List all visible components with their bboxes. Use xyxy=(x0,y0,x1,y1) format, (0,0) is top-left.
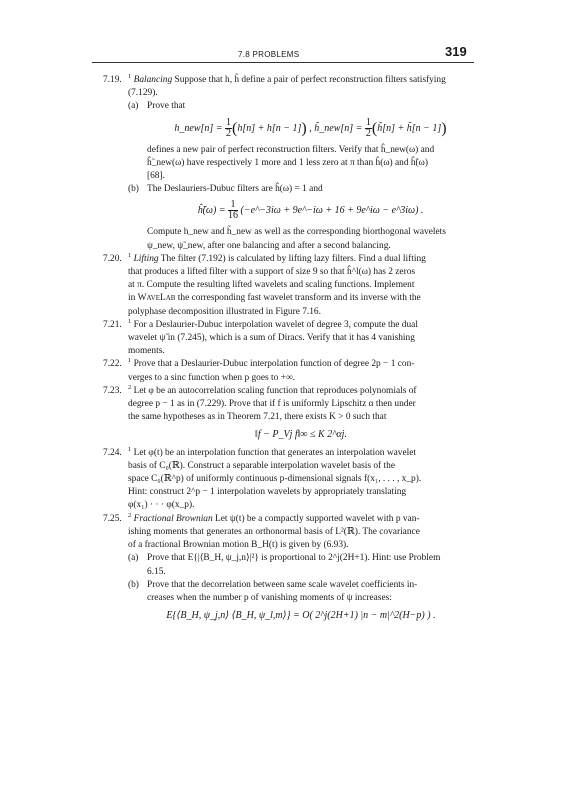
problem-7-22 xyxy=(103,358,474,384)
text-line: wavelet ψ̃ in (7.245), which is a sum of Diracs. Verify that it has 4 vanishing xyxy=(128,333,415,344)
eq-lhs: h_new[n] = xyxy=(174,122,226,134)
difficulty-level: 1 xyxy=(128,251,132,259)
text-line: moments. xyxy=(128,346,165,357)
part-b xyxy=(128,183,474,253)
problems-list xyxy=(103,74,474,627)
part-text: Prove that xyxy=(147,101,186,112)
problem-number: 7.25. xyxy=(103,513,122,524)
problem-7-20 xyxy=(103,253,474,319)
eq-fraction xyxy=(228,200,238,221)
text-line: Prove that the decorrelation between same scale wavelet coefficients in- xyxy=(147,579,418,590)
text-line: the same hypotheses as in Theorem 7.21, there exists K > 0 such that xyxy=(128,412,387,423)
page-number: 319 xyxy=(445,44,467,59)
part-label: (a) xyxy=(128,101,139,112)
difficulty-level: 1 xyxy=(128,357,132,365)
frac-den: 16 xyxy=(228,210,239,222)
frac-den: 2 xyxy=(365,127,371,139)
problem-7-24 xyxy=(103,447,474,513)
problem-title: Lifting xyxy=(133,253,159,264)
text-line: at π. Compute the resulting lifted wavelets and scaling functions. Implement xyxy=(128,280,415,291)
problem-7-19 xyxy=(103,74,474,253)
text-fragment: in xyxy=(128,293,138,304)
difficulty-level: 2 xyxy=(128,511,132,519)
difficulty-level: 1 xyxy=(128,72,132,80)
problem-title: Balancing xyxy=(133,75,173,85)
problem-text: Suppose that h, h̃ define a pair of perfect reconstruction filters satisfying (7.129). xyxy=(128,75,446,99)
text-line: polyphase decomposition illustrated in Figure 7.16. xyxy=(128,306,321,317)
problem-number: 7.21. xyxy=(103,319,122,330)
text-line: For a Deslaurier-Dubuc interpolation wavelet of degree 3, compute the dual xyxy=(133,319,418,330)
text-line: φ(x₁) · · · φ(x_p). xyxy=(128,500,195,511)
text-line: creases when the number p of vanishing moments of ψ increases: xyxy=(147,592,392,603)
text-line: Prove that E{|⟨B_H, ψ_j,n⟩|²} is proportional to 2^j(2H+1). Hint: use Problem xyxy=(147,553,441,564)
problem-title: Fractional Brownian xyxy=(133,513,213,524)
text-line: defines a new pair of perfect reconstruction filters. Verify that ĥ_new(ω) and xyxy=(147,144,435,155)
part-label: (b) xyxy=(128,184,139,195)
text-line: 6.15. xyxy=(147,566,166,577)
text-line: of a fractional Brownian motion B_H(t) is given by (6.93). xyxy=(128,540,349,551)
running-header: 7.8 PROBLEMS xyxy=(238,50,300,59)
eq-fraction xyxy=(225,118,232,139)
part-b xyxy=(128,579,474,605)
text-line: ĥ̃_new(ω) have respectively 1 more and 1 less zero at π than ĥ(ω) and ĥ̃(ω) xyxy=(147,157,428,168)
eq-body-dual: h̃[n] + h̃[n − 1] xyxy=(377,122,442,134)
header-rule xyxy=(92,62,474,63)
text-line: degree p − 1 as in (7.229). Prove that if f is uniformly Lipschitz α then under xyxy=(128,399,416,410)
text-line: ψ_new, ψ̃_new, after one balancing and after a second balancing. xyxy=(147,240,391,251)
text-line: basis of C₀(ℝ). Construct a separable interpolation wavelet basis of the xyxy=(128,460,395,471)
text-line: that produces a lifted filter with a support of size 9 so that ĥ^l(ω) has 2 zeros xyxy=(128,267,416,278)
eq-lhs-dual: h̃_new[n] = xyxy=(314,122,365,134)
text-line: space C₀(ℝ^p) of uniformly continuous p-dimensional signals f(x₁, . . . , x_p). xyxy=(128,474,422,485)
part-a xyxy=(128,552,474,578)
text-line: The filter (7.192) is calculated by lifting lazy filters. Find a dual lifting xyxy=(160,253,426,264)
text-line: Hint: construct 2^p − 1 interpolation wavelets by appropriately translating xyxy=(128,487,407,498)
text-line: Let ψ(t) be a compactly supported wavelet with p van- xyxy=(215,513,420,524)
software-name: WaveLab xyxy=(137,293,176,304)
text-line: Compute h_new and h̃_new as well as the corresponding biorthogonal wavelets xyxy=(147,227,446,238)
frac-num: 1 xyxy=(226,116,232,128)
eq-lhs: ĥ̃(ω) = xyxy=(197,205,229,217)
problem-number: 7.19. xyxy=(103,75,122,85)
difficulty-level: 1 xyxy=(128,445,132,453)
problem-number: 7.22. xyxy=(103,359,122,370)
difficulty-level: 1 xyxy=(128,317,132,325)
part-text: The Deslauriers-Dubuc filters are ĥ(ω) = 1 and xyxy=(147,184,323,195)
text-fragment: the corresponding fast wavelet transform and its inverse with the xyxy=(175,293,421,304)
problem-7-23 xyxy=(103,385,474,442)
part-label: (b) xyxy=(128,579,139,590)
problem-7-25 xyxy=(103,513,474,623)
difficulty-level: 2 xyxy=(128,383,132,391)
frac-den: 2 xyxy=(226,127,232,139)
part-a xyxy=(128,100,474,183)
equation-decorrelation: E{⟨B_H, ψ_j,n⟩ ⟨B_H, ψ_l,m⟩} = O( 2^j(2H+1) |n − m|^2(H−p) ) . xyxy=(166,610,436,622)
equation-approximation-error: ‖f − P_Vj f‖∞ ≤ K 2^αj. xyxy=(255,429,347,441)
equation-deslauriers-dubuc xyxy=(147,200,474,221)
text-line: verges to a sinc function when p goes to +∞. xyxy=(128,372,295,383)
frac-num: 1 xyxy=(228,200,238,211)
part-label: (a) xyxy=(128,553,139,564)
problem-number: 7.20. xyxy=(103,253,122,264)
citation: [68]. xyxy=(147,171,165,182)
text-line: Prove that a Deslaurier-Dubuc interpolation function of degree 2p − 1 con- xyxy=(133,359,415,370)
text-line: Let φ(t) be an interpolation function that generates an interpolation wavelet xyxy=(133,447,416,458)
text-line: Let φ be an autocorrelation scaling function that reproduces polynomials of xyxy=(133,385,417,396)
equation-balancing: h_new[n] = $\frac{1}{2}$ (h[n] + h[n − 1]) , h̃_new[n] = $\frac{1}{2}$ (h̃[n] + h̃[n − 1]) xyxy=(174,116,447,139)
eq-fraction-dual xyxy=(365,118,372,139)
frac-num: 1 xyxy=(365,116,371,128)
problem-number: 7.24. xyxy=(103,447,122,458)
eq-sep: , xyxy=(306,122,315,134)
problem-number: 7.23. xyxy=(103,385,122,396)
text-line: ishing moments that generates an orthonormal basis of L²(ℝ). The covariance xyxy=(128,526,420,537)
problem-7-21 xyxy=(103,319,474,359)
eq-body: (−e^−3iω + 9e^−iω + 16 + 9e^iω − e^3iω) . xyxy=(240,205,424,217)
eq-body: h[n] + h[n − 1] xyxy=(237,122,302,134)
